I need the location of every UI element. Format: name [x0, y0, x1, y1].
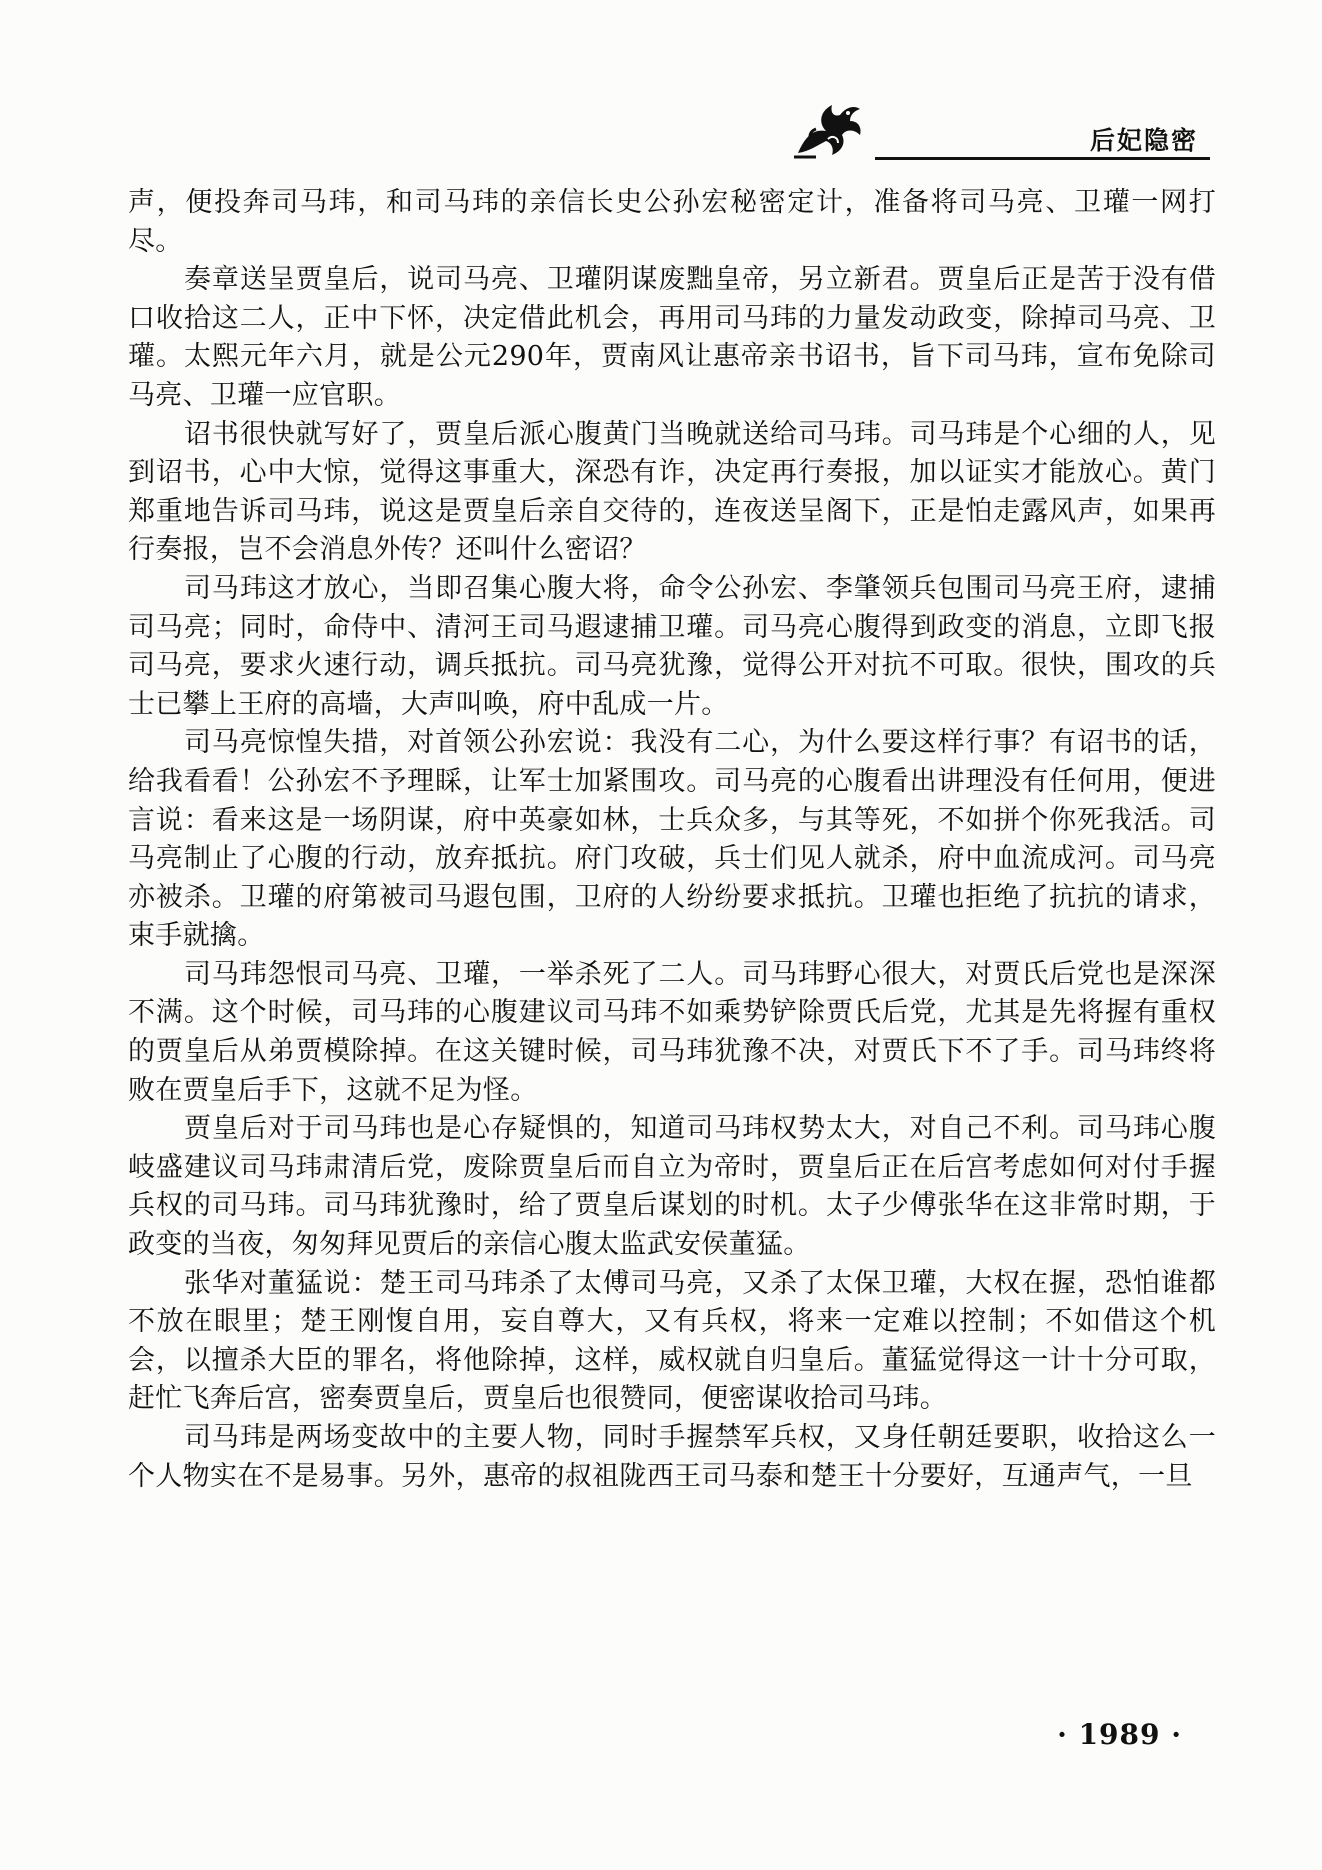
paragraph: 司马玮这才放心，当即召集心腹大将，命令公孙宏、李肇领兵包围司马亮王府，逮捕司马亮；同时，命侍中、清河王司马遐逮捕卫瓘。司马亮心腹得到政变的消息，立即飞报司马亮，要求火速行动，调兵抵抗。司马亮犹豫，觉得公开对抗不可取。很快，围攻的兵士已攀上王府的高墙，大声叫唤，府中乱成一片。: [128, 572, 1216, 720]
header-rule: [875, 157, 1210, 160]
paragraph: 司马玮怨恨司马亮、卫瓘，一举杀死了二人。司马玮野心很大，对贾氏后党也是深深不满。这个时候，司马玮的心腹建议司马玮不如乘势铲除贾氏后党，尤其是先将握有重权的贾皇后从弟贾模除掉。在这关键时候，司马玮犹豫不决，对贾氏下不了手。司马玮终将败在贾皇后手下，这就不足为怪。: [128, 958, 1216, 1106]
paragraph: 诏书很快就写好了，贾皇后派心腹黄门当晚就送给司马玮。司马玮是个心细的人，见到诏书，心中大惊，觉得这事重大，深恐有诈，决定再行奏报，加以证实才能放心。黄门郑重地告诉司马玮，说这是贾皇后亲自交待的，连夜送呈阁下，正是怕走露风声，如果再行奏报，岂不会消息外传？还叫什么密诏？: [128, 418, 1216, 566]
header-title: 后妃隐密: [1089, 126, 1198, 155]
dragon-logo-icon: [788, 95, 868, 165]
paragraph: 声，便投奔司马玮，和司马玮的亲信长史公孙宏秘密定计，准备将司马亮、卫瓘一网打尽。: [128, 187, 1216, 257]
paragraph: 司马亮惊惶失措，对首领公孙宏说：我没有二心，为什么要这样行事？有诏书的话，给我看看！公孙宏不予理睬，让军士加紧围攻。司马亮的心腹看出讲理没有任何用，便进言说：看来这是一场阴谋，府中英豪如林，士兵众多，与其等死，不如拼个你死我活。司马亮制止了心腹的行动，放弃抵抗。府门攻破，兵士们见人就杀，府中血流成河。司马亮亦被杀。卫瓘的府第被司马遐包围，卫府的人纷纷要求抵抗。卫瓘也拒绝了抗抗的请求，束手就擒。: [128, 727, 1216, 952]
running-header: [770, 95, 1210, 167]
paragraph: 司马玮是两场变故中的主要人物，同时手握禁军兵权，又身任朝廷要职，收拾这么一个人物实在不是易事。另外，惠帝的叔祖陇西王司马泰和楚王十分要好，互通声气，一旦: [128, 1422, 1216, 1492]
paragraph: 贾皇后对于司马玮也是心存疑惧的，知道司马玮权势太大，对自己不利。司马玮心腹岐盛建议司马玮肃清后党，废除贾皇后而自立为帝时，贾皇后正在后宫考虑如何对付手握兵权的司马玮。司马玮犹豫时，给了贾皇后谋划的时机。太子少傅张华在这非常时期，于政变的当夜，匆匆拜见贾后的亲信心腹太监武安侯董猛。: [128, 1113, 1216, 1261]
body-text: [128, 184, 1216, 1496]
page-number: · 1989 ·: [1057, 1718, 1182, 1751]
paragraph: 张华对董猛说：楚王司马玮杀了太傅司马亮，又杀了太保卫瓘，大权在握，恐怕谁都不放在眼里；楚王刚愎自用，妄自尊大，又有兵权，将来一定难以控制；不如借这个机会，以擅杀大臣的罪名，将他除掉，这样，威权就自归皇后。董猛觉得这一计十分可取，赶忙飞奔后宫，密奏贾皇后，贾皇后也很赞同，便密谋收拾司马玮。: [128, 1267, 1216, 1415]
paragraph: 奏章送呈贾皇后，说司马亮、卫瓘阴谋废黜皇帝，另立新君。贾皇后正是苦于没有借口收拾这二人，正中下怀，决定借此机会，再用司马玮的力量发动政变，除掉司马亮、卫瓘。太熙元年六月，就是公元290年，贾南风让惠帝亲书诏书，旨下司马玮，宣布免除司马亮、卫瓘一应官职。: [128, 264, 1216, 411]
